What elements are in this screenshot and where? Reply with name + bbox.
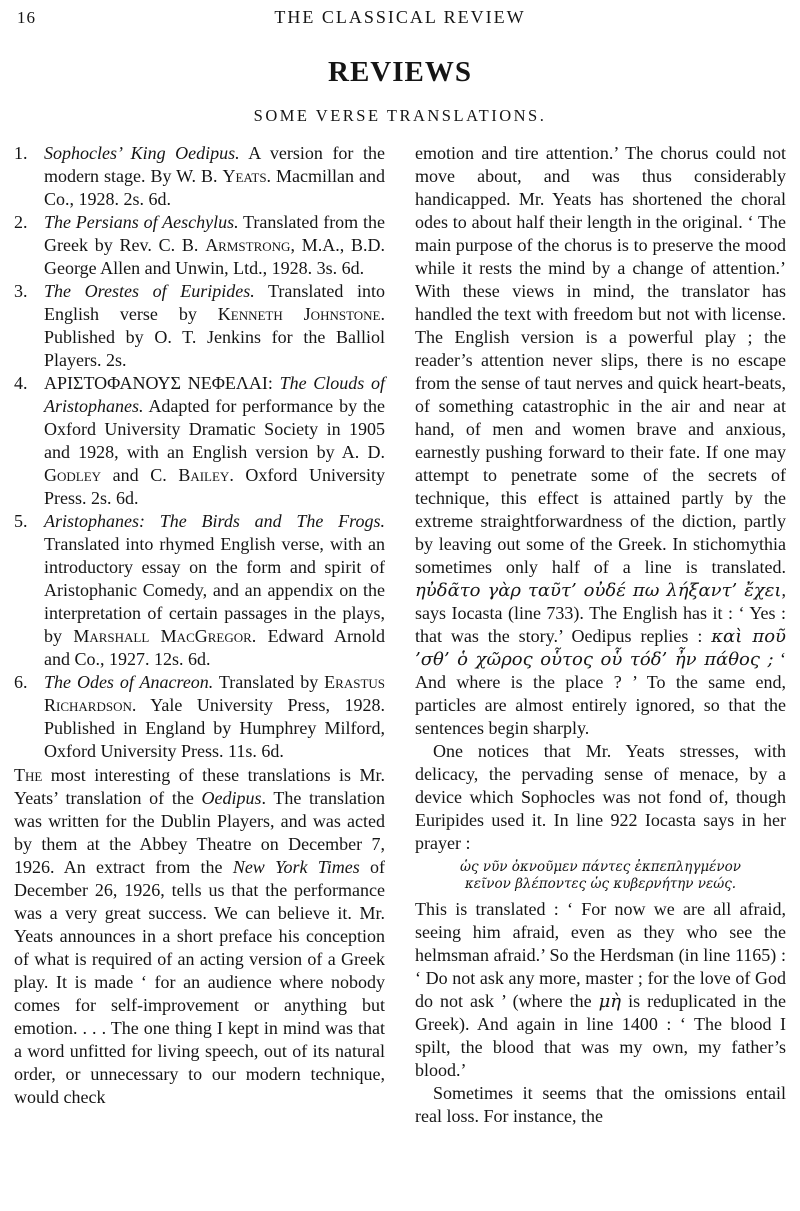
book-list-item	[14, 211, 385, 280]
section-title: REVIEWS	[328, 56, 472, 88]
greek-inline-text: καὶ ποῦ ’σθ’ ὁ χῶρος οὗτος οὗ τόδ’ ἦν πάθος ;	[415, 626, 786, 670]
book-list-item	[14, 671, 385, 763]
text-segment: is reduplicated in the Greek). And again in line 1400 : ‘ The blood I spilt, the blood that was my own, my father’s blood.’	[415, 991, 787, 1080]
book-entry	[44, 143, 385, 209]
verse-line: κεῖνον βλέποντες ὡς κυβερνήτην νεώς.	[464, 876, 737, 892]
book-entry	[44, 281, 385, 370]
text-segment: . Yale University Press, 1928. Published in England by Humphrey Milford, Oxford University Press. 11s. 6d.	[44, 695, 385, 761]
right-column	[415, 142, 786, 1128]
article-title: SOME VERSE TRANSLATIONS.	[253, 106, 547, 125]
book-number: 5.	[14, 511, 28, 531]
text-segment: Godley	[44, 465, 102, 485]
paragraph	[415, 898, 786, 1082]
text-segment: ΑΡΙΣΤΟΦΑΝΟΥΣ ΝΕΦΕΛΑΙ:	[44, 373, 280, 393]
text-segment: most interesting of these translations is Mr. Yeats’ translation of the	[14, 765, 385, 808]
text-segment: One notices that Mr. Yeats stresses, with delicacy, the pervading sense of menace, by a device which Sophocles was not fond of, though Euripides used it. In line 922 Iocasta says in her prayer :	[415, 741, 786, 853]
text-segment: Sometimes it seems that the omissions entail real loss. For instance, the	[415, 1083, 786, 1126]
left-column	[14, 142, 385, 1128]
text-segment: . Edward Arnold and Co., 1927. 12s. 6d.	[44, 626, 385, 669]
book-entry	[44, 672, 385, 761]
text-segment: Armstrong	[205, 235, 291, 255]
text-segment: The Odes of Anacreon.	[44, 672, 214, 692]
text-segment: . Oxford University Press. 2s. 6d.	[44, 465, 385, 508]
page-number: 16	[17, 8, 36, 27]
book-list	[14, 142, 385, 763]
paragraph	[415, 142, 786, 740]
left-column-body	[14, 764, 385, 1109]
text-segment: Aristophanes: The Birds and The Frogs.	[44, 511, 385, 531]
verse-line: ὡς νῦν ὀκνοῦμεν πάντες ἐκπεπληγμένον	[460, 859, 741, 875]
text-segment: Yeats	[222, 166, 267, 186]
text-segment: Translated into rhymed English verse, with an introductory essay on the form and spirit of Aristophanic Comedy, and an appendix on the interpretation of certain passages in the plays, by	[44, 534, 385, 646]
book-number: 1.	[14, 143, 28, 163]
text-segment: The	[14, 765, 43, 785]
paragraph	[14, 764, 385, 1109]
text-segment: . The translation was written for the Dublin Players, and was acted by them at the Abbey Theatre on December 7, 1926. An extract from the	[14, 788, 386, 877]
greek-inline-text: μὴ	[598, 991, 622, 1012]
greek-inline-text: ηὐδᾶτο γὰρ ταῦτ’ οὐδέ πω λήξαντ’ ἔχει	[415, 580, 782, 601]
text-segment: New York Times	[232, 857, 360, 877]
text-segment: of December 26, 1926, tells us that the performance was a very great success. We can believe it. Mr. Yeats announces in a short preface his conception of what is required of an acting version of a Greek play. It is made ‘ for an audience where nobody comes for self-improvement or anything but emotion. . . . The one thing I kept in mind was that a word unfitted for living speech, out of its natural order, or unnecessary to our modern technique, would check	[14, 857, 385, 1107]
book-number: 2.	[14, 212, 28, 232]
text-segment: ‘ And where is the place ? ’ To the same end, particles are almost entirely ignored, so that the sentences begin sharply.	[415, 649, 786, 738]
book-number: 6.	[14, 672, 28, 692]
journal-title: THE CLASSICAL REVIEW	[274, 7, 526, 27]
text-segment: The Orestes of Euripides.	[44, 281, 255, 301]
text-segment: Translated from the Greek by Rev. C. B.	[44, 212, 385, 255]
text-segment: Oedipus	[201, 788, 262, 808]
book-list-item	[14, 510, 385, 671]
page-header	[14, 6, 786, 32]
text-segment: The Persians of Aeschylus.	[44, 212, 239, 232]
book-entry	[44, 373, 385, 508]
text-segment: and C.	[101, 465, 179, 485]
text-segment: Marshall MacGregor	[73, 626, 252, 646]
text-segment: Translated into English verse by	[44, 281, 385, 324]
two-column-body	[14, 142, 786, 1128]
book-list-item	[14, 372, 385, 510]
book-entry	[44, 212, 385, 278]
text-segment: Erastus Richardson	[44, 672, 385, 715]
text-segment: emotion and tire attention.’ The chorus could not move about, and was thus considerably handicapped. Mr. Yeats has shortened the choral odes to about half their length in the original. ‘ The main purpose of the chorus is to preserve the mood while it rests the mind by a change of attention.’ With these views in mind, the translator has handled the text with freedom but not with license. The English version is a powerful play ; the reader’s attention never slips, there is no escape from the sense of taut nerves and quick heart-beats, of something catastrophic in the air and near at hand, of men and women brave and anxious, earnestly pushing forward to their fate. If one may attempt to penetrate some of the secrets of technique, this effect is attained partly by the extreme straightforwardness of the diction, partly by leaving out some of the Greek. In stichomythia sometimes only half of a line is translated.	[415, 143, 786, 577]
text-segment: A version for the modern stage. By W. B.	[44, 143, 386, 186]
text-segment: . Macmillan and Co., 1928. 2s. 6d.	[44, 166, 386, 209]
text-segment: Kenneth Johnstone	[217, 304, 381, 324]
text-segment: This is translated : ‘ For now we are all afraid, seeing him afraid, even as they who see the helmsman afraid.’ So the Herdsman (in line 1165) : ‘ Do not ask any more, master ; for the love of God do not ask ’ (where the	[415, 899, 786, 1011]
book-list-item	[14, 142, 385, 211]
text-segment: Translated by	[213, 672, 325, 692]
text-segment: The Clouds of Aristophanes.	[44, 373, 386, 416]
paragraph	[415, 1082, 786, 1128]
text-segment: Sophocles’ King Oedipus.	[44, 143, 240, 163]
book-entry	[44, 511, 385, 669]
text-segment: Adapted for performance by the Oxford University Dramatic Society in 1905 and 1928, with an English version by A. D.	[44, 396, 385, 462]
paragraph	[415, 740, 786, 855]
greek-verse	[415, 859, 786, 893]
text-segment: Bailey	[178, 465, 230, 485]
book-number: 3.	[14, 281, 28, 301]
book-list-item	[14, 280, 385, 372]
book-number: 4.	[14, 373, 28, 393]
text-segment: , M.A., B.D. George Allen and Unwin, Ltd., 1928. 3s. 6d.	[44, 235, 385, 278]
text-segment: . Published by O. T. Jenkins for the Balliol Players. 2s.	[44, 304, 386, 370]
text-segment: , says Iocasta (line 733). The English has it : ‘ Yes : that was the story.’ Oedipus replies :	[415, 580, 786, 646]
